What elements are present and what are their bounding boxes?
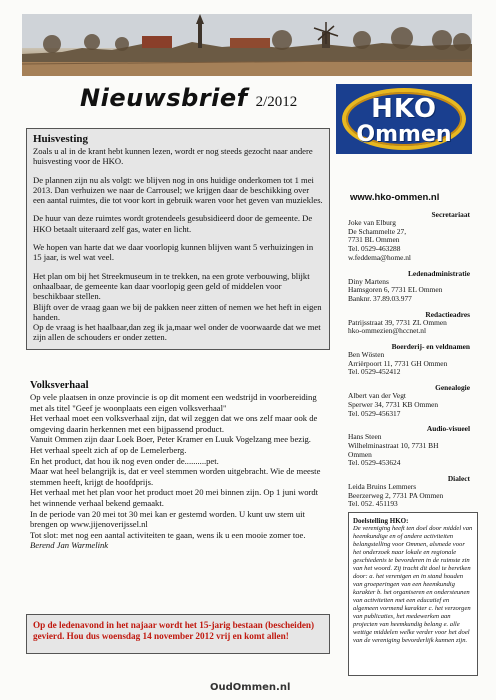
contact-line: Wilhelminastraat 10, 7731 BH <box>348 440 439 450</box>
huisvesting-paragraph: Zoals u al in de krant hebt kunnen lezen, wordt er nog steeds gezocht naar andere huisvesting voor de HKO. <box>33 146 313 167</box>
contact-heading: Dialect <box>447 474 470 484</box>
website-link[interactable]: www.hko-ommen.nl <box>350 192 440 203</box>
logo-text-ommen: Ommen <box>356 122 452 147</box>
contact-block <box>348 424 476 468</box>
logo-text-hko: HKO <box>371 94 437 124</box>
huisvesting-paragraph: Op de vraag is het haalbaar,dan zeg ik ja,maar wel onder de voorwaarde dat we met zijn allen de schouders er onder zetten. <box>33 322 321 343</box>
contact-block <box>348 310 476 336</box>
contacts-column <box>348 204 476 509</box>
huisvesting-paragraph: De huur van deze ruimtes wordt grotendeels gesubsidieerd door de gemeente. De HKO betaalt uiteraard zelf gas, water en licht. <box>33 213 313 234</box>
contact-line: Tel. 0529-453624 <box>348 458 401 468</box>
author-signature: Berend Jan Warmelink <box>30 540 109 551</box>
contact-line: Ommen <box>348 449 372 459</box>
doelstelling-body: De vereniging heeft ten doel door middel van heemkundige en of andere activiteiten belangstelling voor Ommen, alsmede voor het onderzoek naar lokale en regionale geschiedenis te bevorderen in de ruimste zin van het woord. Zij tracht dit doel te bereiken door: a. het verenigen en in stand houden van groeperingen van een heemkundig karakter b. het organiseren en ondersteunen van activiteiten met een educatief en algemeen vormend karakter c. het verzorgen van publicaties, het medewerken aan projecten van heemkundig belang e. alle wettige middelen welke verder voor het doel van de vereniging bevorderlijk kunnen zijn. <box>353 525 473 644</box>
contact-line: Arrièrpoort 11, 7731 GH Ommen <box>348 358 448 368</box>
hko-ommen-logo <box>336 84 472 154</box>
contact-line: Tel. 0529-456317 <box>348 408 401 418</box>
volksverhaal-line: En het product, dat hou ik nog even onder de..........pet. <box>30 455 219 466</box>
contact-block <box>348 474 476 509</box>
volksverhaal-line: Vanuit Ommen zijn daar Loek Boer, Peter Kramer en Luuk Vogelzang mee bezig. <box>30 434 311 445</box>
doelstelling-box <box>348 512 478 676</box>
footer-brand: OudOmmen.nl <box>210 682 291 693</box>
newsletter-title: Nieuwsbrief <box>80 84 248 112</box>
contact-line: Hans Steen <box>348 432 382 442</box>
huisvesting-paragraph: We hopen van harte dat we daar voorlopig kunnen blijven want 5 verhuizingen in 15 jaar, is wel wat veel. <box>33 242 314 263</box>
masthead <box>80 84 297 114</box>
contact-heading: Ledenadministratie <box>408 268 470 278</box>
contact-heading: Secretariaat <box>431 210 470 219</box>
contact-line: Hamsgoren 6, 7731 EL Ommen <box>348 285 443 295</box>
contact-line: Albert van der Vegt <box>348 391 406 401</box>
contact-line: Leida Bruins Lemmers <box>348 482 417 492</box>
contact-line: Tel. 052. 451193 <box>348 499 398 509</box>
contact-block <box>348 269 476 304</box>
volksverhaal-article <box>30 380 330 551</box>
contact-email[interactable]: w.feddema@home.nl <box>348 252 411 262</box>
panorama-illustration <box>22 14 472 76</box>
volksverhaal-heading: Volksverhaal <box>30 380 89 391</box>
contact-email[interactable]: hko-ommezien@hccnet.nl <box>348 326 427 336</box>
huisvesting-article <box>26 128 330 350</box>
huisvesting-paragraph: De plannen zijn nu als volgt: we blijven nog in ons huidige onderkomen tot 1 mei 2013. Dan verhuizen we naar de Carrousel; we krijgen daar de beschikking over een aantal ruimtes, die tot voor kort in gebruik waren voor het geven van muziekles. <box>33 174 323 206</box>
contact-heading: Genealogie <box>435 383 470 393</box>
contact-line: Patrijsstraat 39, 7731 ZL Ommen <box>348 317 447 327</box>
contact-line: 7731 BL Ommen <box>348 235 400 245</box>
contact-line: Tel. 0529-452412 <box>348 367 401 377</box>
contact-line: Beerzerweg 2, 7731 PA Ommen <box>348 490 444 500</box>
volksverhaal-line: In de periode van 20 mei tot 30 mei kan er gestemd worden. U kunt uw stem uit brengen op www.jijenoverijssel.nl <box>30 508 305 530</box>
contact-heading: Boerderij- en veldnamen <box>391 342 470 352</box>
contact-line: Sperwer 34, 7731 KB Ommen <box>348 399 439 409</box>
huisvesting-heading: Huisvesting <box>33 133 89 145</box>
contact-line: Joke van Elburg <box>348 218 396 227</box>
volksverhaal-line: Het verhaal met het plan voor het product moet 20 mei binnen zijn. Op 1 juni wordt het winnende verhaal bekend gemaakt. <box>30 487 319 508</box>
contact-block <box>348 383 476 418</box>
issue-number: 2/2012 <box>255 94 298 110</box>
huisvesting-paragraph: Blijft over de vraag gaan we bij de pakken neer zitten of nemen we het heft in eigen handen. <box>33 301 322 322</box>
volksverhaal-line: Maar wat heel belangrijk is, dat er veel stemmen worden uitgebracht. Wie de meeste stemmen heeft, krijgt de hoofdprijs. <box>30 466 321 487</box>
contact-block <box>348 210 476 263</box>
volksverhaal-line: Tot slot: met nog een aantal activiteiten te gaan, wens ik u een mooie zomer toe. <box>30 529 306 540</box>
contact-heading: Audio-visueel <box>426 424 470 434</box>
contact-line: Tel. 0529-463288 <box>348 244 401 254</box>
contact-line: Diny Martens <box>348 276 389 286</box>
ledenavond-announcement: Op de ledenavond in het najaar wordt het 15-jarig bestaan (bescheiden) gevierd. Hou dus woensdag 14 november 2012 vrij en komt allen! <box>26 614 330 654</box>
contact-line: De Schammelte 27, <box>348 226 407 236</box>
contact-block <box>348 342 476 377</box>
contact-heading: Redactieadres <box>425 309 470 319</box>
volksverhaal-line: Op vele plaatsen in onze provincie is op dit moment een wedstrijd in voorbereiding met als titel "Geef je woonplaats een eigen volksverhaal" <box>30 392 317 413</box>
contact-line: Ben Wösten <box>348 350 385 360</box>
contact-line: Banknr. 37.89.03.977 <box>348 293 412 303</box>
doelstelling-title: Doelstelling HKO: <box>353 517 409 525</box>
village-panorama-banner <box>22 14 472 76</box>
huisvesting-paragraph: Het plan om bij het Streekmuseum in te trekken, na een grote verbouwing, blijkt onhaalbaar, de gemeente kan daar voorlopig geen geld of middelen voor beschikbaar stellen. <box>33 270 310 302</box>
volksverhaal-line: Het verhaal moet een volksverhaal zijn, dat wil zeggen dat we ons zelf maar ook de omgeving daarin herkennen met een bijpassend product. <box>30 413 318 434</box>
volksverhaal-line: Het verhaal speelt zich af op de Lemelerberg. <box>30 444 187 455</box>
